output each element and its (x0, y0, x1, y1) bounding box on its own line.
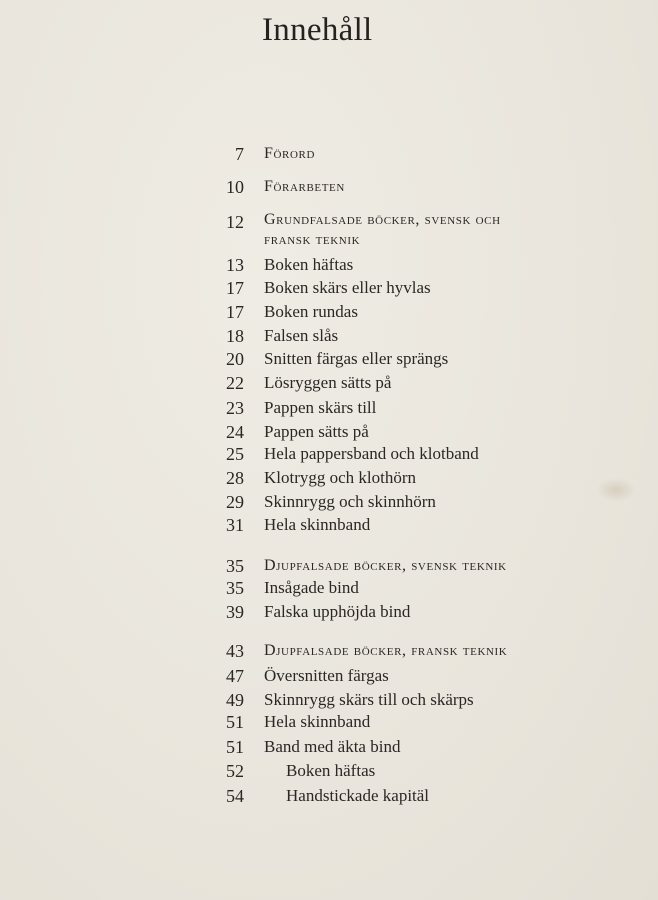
toc-subentry-title: Boken häftas (286, 761, 376, 780)
toc-section-heading: Djupfalsade böcker, fransk teknik (264, 642, 508, 659)
toc-entry-title: Boken rundas (264, 302, 358, 321)
toc-entry (0, 490, 658, 514)
toc-page-number: 10 (226, 177, 244, 197)
page-title: Innehåll (262, 12, 373, 48)
toc-entry (0, 420, 658, 444)
toc-entry (0, 600, 658, 624)
toc-page-number: 7 (235, 144, 244, 164)
toc-page-number: 35 (226, 578, 244, 598)
toc-entry (0, 253, 658, 277)
toc-page-number: 28 (226, 468, 244, 488)
toc-page-number: 52 (226, 761, 244, 781)
toc-page-number: 49 (226, 690, 244, 710)
toc-entry-title: Skinnrygg skärs till och skärps (264, 690, 474, 709)
toc-entry (0, 784, 658, 808)
toc-page-number: 29 (226, 492, 244, 512)
toc-page-number: 51 (226, 712, 244, 732)
toc-entry (0, 347, 658, 371)
toc-page-number: 24 (226, 422, 244, 442)
toc-entry-title: Hela skinnband (264, 712, 371, 731)
toc-page-number: 18 (226, 326, 244, 346)
toc-entry-title: Pappen skärs till (264, 398, 377, 417)
toc-section-heading (264, 210, 501, 250)
toc-section-heading: Djupfalsade böcker, svensk teknik (264, 557, 507, 574)
toc-page-number: 22 (226, 373, 244, 393)
toc-entry (0, 324, 658, 348)
toc-entry (0, 513, 658, 537)
toc-page-number: 47 (226, 666, 244, 686)
toc-entry (0, 466, 658, 490)
toc-entry-title: Hela skinnband (264, 515, 371, 534)
toc-page-number: 35 (226, 556, 244, 576)
toc-section-heading: Förarbeten (264, 178, 345, 195)
toc-entry (0, 639, 658, 663)
toc-entry (0, 300, 658, 324)
toc-entry-title: Boken häftas (264, 255, 354, 274)
toc-entry-title: Översnitten färgas (264, 666, 389, 685)
toc-entry (0, 396, 658, 420)
toc-page-number: 51 (226, 737, 244, 757)
toc-entry-title: Falsen slås (264, 326, 339, 345)
toc-entry-title: Skinnrygg och skinnhörn (264, 492, 436, 511)
paper-stain (596, 478, 636, 502)
toc-section-heading: Förord (264, 145, 316, 162)
toc-entry (0, 759, 658, 783)
toc-entry-title: Pappen sätts på (264, 422, 369, 441)
toc-page-number: 12 (226, 212, 244, 232)
toc-page-number: 31 (226, 515, 244, 535)
toc-entry-title: Hela pappersband och klotband (264, 444, 479, 463)
toc-page-number: 17 (226, 302, 244, 322)
toc-page-number: 23 (226, 398, 244, 418)
toc-entry (0, 210, 658, 254)
toc-entry-title: Falska upphöjda bind (264, 602, 411, 621)
toc-entry-title: Insågade bind (264, 578, 359, 597)
toc-entry (0, 142, 658, 166)
toc-page-number: 17 (226, 278, 244, 298)
toc-entry-title: Snitten färgas eller sprängs (264, 349, 449, 368)
toc-entry (0, 664, 658, 688)
toc-page-number: 54 (226, 786, 244, 806)
toc-entry (0, 371, 658, 395)
toc-page-number: 39 (226, 602, 244, 622)
toc-entry-title: Klotrygg och klothörn (264, 468, 417, 487)
toc-entry (0, 735, 658, 759)
toc-entry (0, 576, 658, 600)
toc-page-number: 20 (226, 349, 244, 369)
toc-entry (0, 554, 658, 578)
toc-entry (0, 442, 658, 466)
toc-page-number: 43 (226, 641, 244, 661)
toc-heading-line-2: fransk teknik (264, 231, 361, 248)
toc-entry (0, 276, 658, 300)
toc-page-number: 13 (226, 255, 244, 275)
toc-entry (0, 688, 658, 712)
toc-entry (0, 710, 658, 734)
toc-page-number: 25 (226, 444, 244, 464)
toc-subentry-title: Handstickade kapitäl (286, 786, 430, 805)
toc-entry-title: Lösryggen sätts på (264, 373, 392, 392)
toc-entry-title: Band med äkta bind (264, 737, 401, 756)
toc-entry (0, 175, 658, 199)
toc-entry-title: Boken skärs eller hyvlas (264, 278, 431, 297)
toc-heading-line-1: Grundfalsade böcker, svensk och (264, 211, 501, 228)
